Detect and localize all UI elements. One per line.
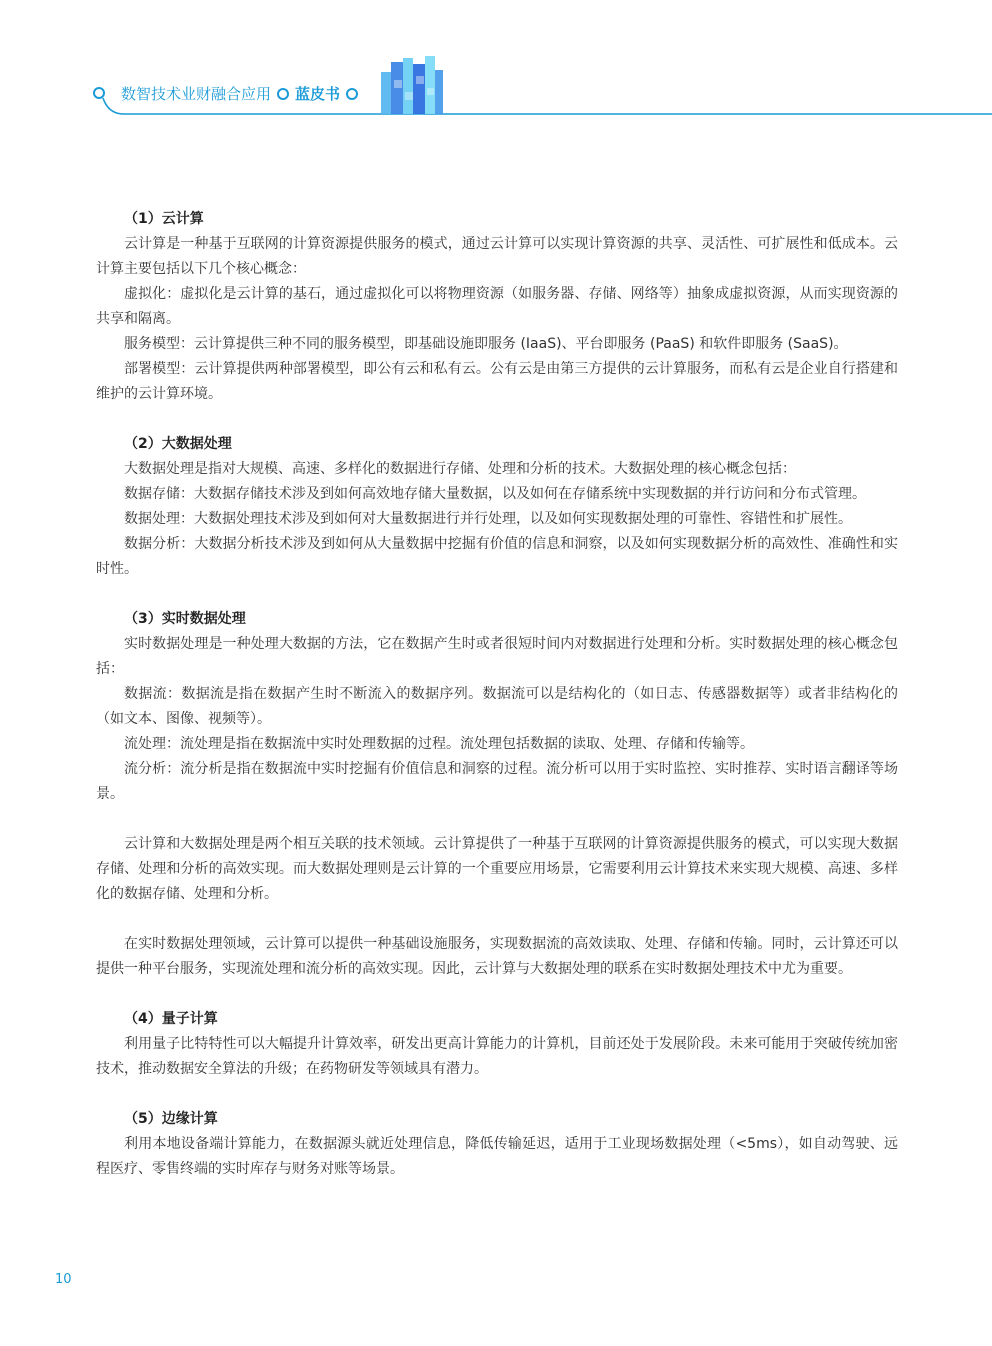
paragraph: 流分析：流分析是指在数据流中实时挖掘有价值信息和洞察的过程。流分析可以用于实时监控、实时推荐、实时语言翻译等场景。 (96, 761, 898, 802)
paragraph: 部署模型：云计算提供两种部署模型，即公有云和私有云。公有云是由第三方提供的云计算服务，而私有云是企业自行搭建和维护的云计算环境。 (96, 361, 898, 402)
header-title (121, 84, 364, 104)
summary-paragraph: 在实时数据处理领域，云计算可以提供一种基础设施服务，实现数据流的高效读取、处理、存储和传输。同时，云计算还可以提供一种平台服务，实现流处理和流分析的高效实现。因此，云计算与大数据处理的联系在实时数据处理技术中尤为重要。 (96, 936, 898, 977)
header-dot-icon (277, 88, 289, 100)
paragraph: 数据流：数据流是指在数据产生时不断流入的数据序列。数据流可以是结构化的（如日志、传感器数据等）或者非结构化的（如文本、图像、视频等）。 (96, 686, 898, 727)
page-header (0, 0, 992, 125)
paragraph: 数据存储：大数据存储技术涉及到如何高效地存储大量数据，以及如何在存储系统中实现数据的并行访问和分布式管理。 (124, 486, 866, 502)
paragraph: 云计算是一种基于互联网的计算资源提供服务的模式，通过云计算可以实现计算资源的共享、灵活性、可扩展性和低成本。云计算主要包括以下几个核心概念： (96, 236, 898, 277)
section-heading: （1）云计算 (124, 211, 204, 227)
page-number: 10 (55, 1272, 72, 1287)
header-title-text: 数智技术业财融合应用 (121, 85, 272, 103)
paragraph: 数据分析：大数据分析技术涉及到如何从大量数据中挖掘有价值的信息和洞察，以及如何实现数据分析的高效性、准确性和实时性。 (96, 536, 898, 577)
paragraph: 服务模型：云计算提供三种不同的服务模型，即基础设施即服务 (IaaS)、平台即服务 (PaaS) 和软件即服务 (SaaS)。 (124, 336, 848, 352)
section-heading: （4）量子计算 (124, 1011, 218, 1027)
header-decoration (0, 0, 992, 125)
paragraph: 大数据处理是指对大规模、高速、多样化的数据进行存储、处理和分析的技术。大数据处理的核心概念包括： (124, 461, 796, 477)
section-heading: （2）大数据处理 (124, 436, 232, 452)
paragraph: 流处理：流处理是指在数据流中实时处理数据的过程。流处理包括数据的读取、处理、存储和传输等。 (124, 736, 754, 752)
summary-paragraph: 云计算和大数据处理是两个相互关联的技术领域。云计算提供了一种基于互联网的计算资源提供服务的模式，可以实现大数据存储、处理和分析的高效实现。而大数据处理则是云计算的一个重要应用场景，它需要利用云计算技术来实现大规模、高速、多样化的数据存储、处理和分析。 (96, 836, 898, 902)
paragraph: 实时数据处理是一种处理大数据的方法，它在数据产生时或者很短时间内对数据进行处理和分析。实时数据处理的核心概念包括： (96, 636, 898, 677)
header-subtitle: 蓝皮书 (295, 85, 341, 103)
section-heading: （5）边缘计算 (124, 1111, 218, 1127)
paragraph: 虚拟化：虚拟化是云计算的基石，通过虚拟化可以将物理资源（如服务器、存储、网络等）抽象成虚拟资源，从而实现资源的共享和隔离。 (96, 286, 898, 327)
header-ring-icon (94, 88, 104, 98)
document-body (96, 207, 898, 1182)
skyline-icon (381, 56, 443, 114)
paragraph: 利用量子比特特性可以大幅提升计算效率，研发出更高计算能力的计算机，目前还处于发展阶段。未来可能用于突破传统加密技术，推动数据安全算法的升级；在药物研发等领域具有潜力。 (96, 1036, 898, 1077)
section-heading: （3）实时数据处理 (124, 611, 246, 627)
header-dot-icon (346, 88, 358, 100)
paragraph: 利用本地设备端计算能力，在数据源头就近处理信息，降低传输延迟，适用于工业现场数据处理（<5ms），如自动驾驶、远程医疗、零售终端的实时库存与财务对账等场景。 (96, 1136, 898, 1177)
paragraph: 数据处理：大数据处理技术涉及到如何对大量数据进行并行处理，以及如何实现数据处理的可靠性、容错性和扩展性。 (124, 511, 852, 527)
